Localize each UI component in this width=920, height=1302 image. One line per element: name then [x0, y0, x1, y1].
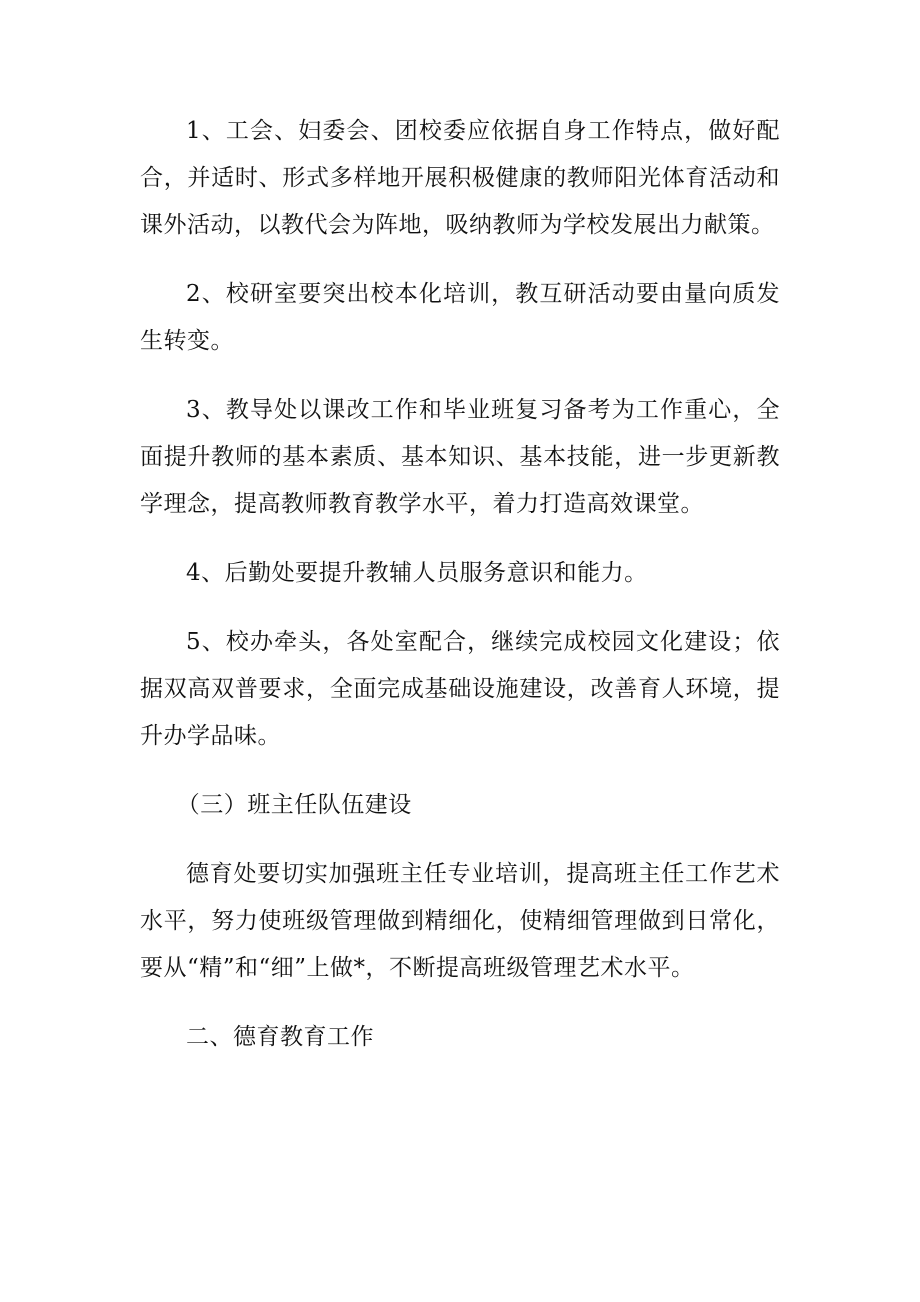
- paragraph-moral-education-office: 德育处要切实加强班主任专业培训，提高班主任工作艺术水平，努力使班级管理做到精细化，使精细管理做到日常化，要从“精”和“细”上做*，不断提高班级管理艺术水平。: [140, 861, 780, 981]
- section-heading-moral-education: 二、德育教育工作: [186, 1024, 374, 1050]
- paragraph-union-cooperation: 1、工会、妇委会、团校委应依据自身工作特点，做好配合，并适时、形式多样地开展积极健康的教师阳光体育活动和课外活动，以教代会为阵地，吸纳教师为学校发展出力献策。: [140, 118, 780, 238]
- paragraph-academic-affairs: 3、教导处以课改工作和毕业班复习备考为工作重心，全面提升教师的基本素质、基本知识、基本技能，进一步更新教学理念，提高教师教育教学水平，着力打造高效课堂。: [140, 397, 780, 517]
- paragraph-research-office: 2、校研室要突出校本化培训，教互研活动要由量向质发生转变。: [140, 281, 780, 354]
- paragraph-school-office: 5、校办牵头，各处室配合，继续完成校园文化建设；依据双高双普要求，全面完成基础设施建设，改善育人环境，提升办学品味。: [140, 629, 780, 749]
- section-heading-class-teacher: （三）班主任队伍建设: [176, 792, 412, 818]
- paragraph-logistics: 4、后勤处要提升教辅人员服务意识和能力。: [186, 560, 648, 586]
